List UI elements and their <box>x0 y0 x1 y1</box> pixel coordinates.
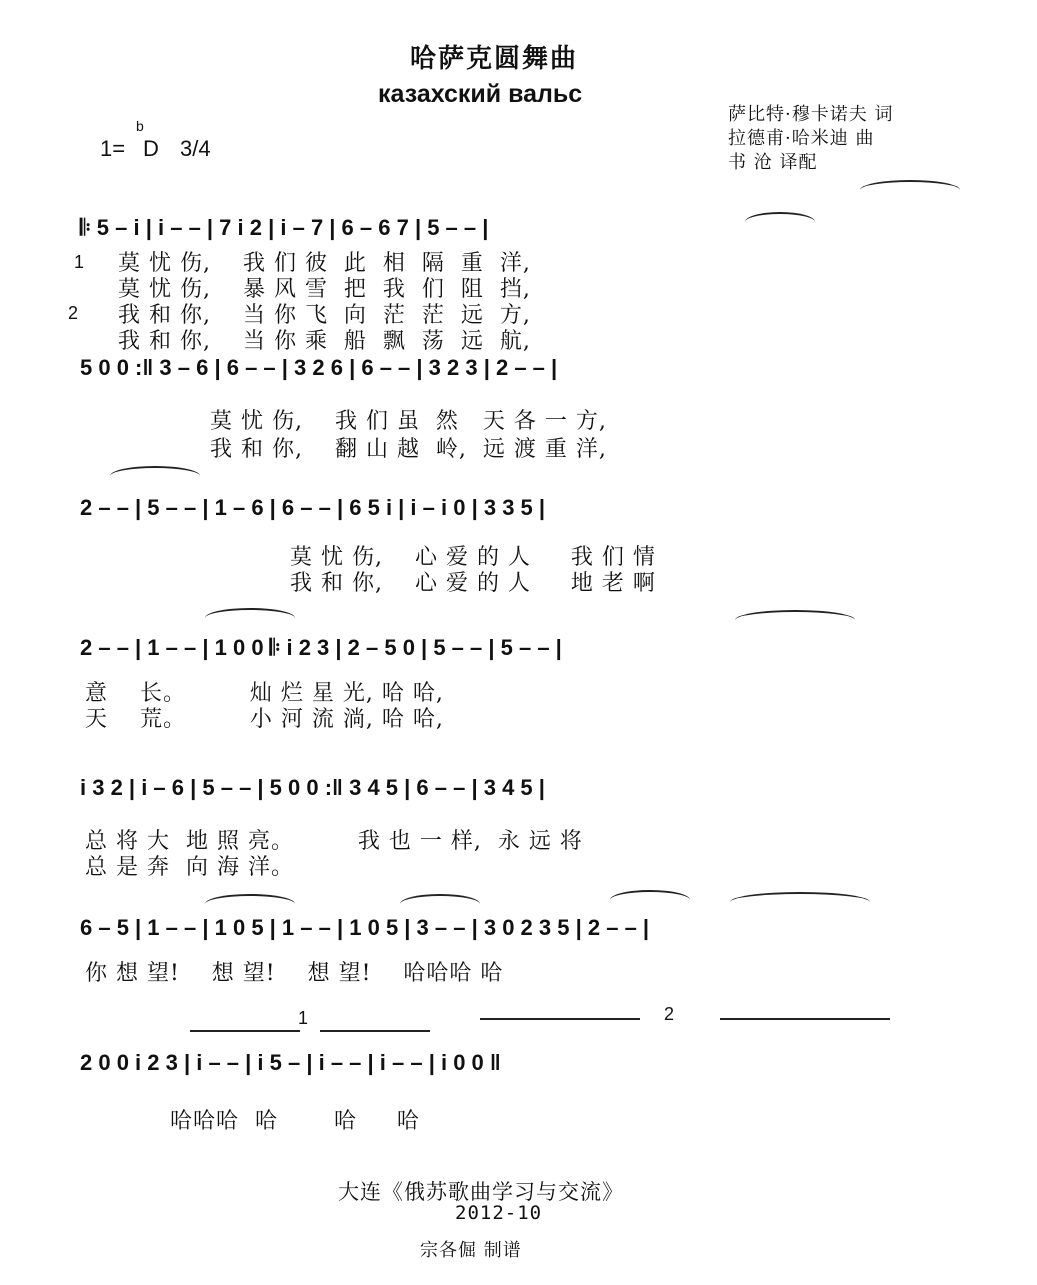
score-line-7 <box>80 1040 960 1086</box>
tie <box>110 466 200 486</box>
lyric: 我 和 你, 心 爱 的 人 地 老 啊 <box>290 571 656 596</box>
lyric: 你 想 望! 想 望! 想 望! 哈哈哈 哈 <box>85 961 504 986</box>
notes: 5 0 0 :‖ 3 – 6 | 6 – – | 3 2 6 | 6 – – | 3 2 3 | 2 – – | <box>80 355 558 380</box>
footer-source: 大连《俄苏歌曲学习与交流》 <box>338 1180 624 1204</box>
time-signature: 3/4 <box>180 136 211 161</box>
notes: 6 – 5 | 1 – – | 1 0 5 | 1 – – | 1 0 5 | 3 – – | 3 0 2 3 5 | 2 – – | <box>80 915 650 940</box>
score-line-6 <box>80 905 960 951</box>
score-line-3 <box>80 485 960 531</box>
notes: 2 – – | 5 – – | 1 – 6 | 6 – – | 6 5 i | i – i 0 | 3 3 5 | <box>80 495 546 520</box>
lyric: 总 将 大 地 照 亮。 我 也 一 样, 永 远 将 <box>85 829 583 854</box>
score-line-1 <box>80 205 960 251</box>
lyric: 我 和 你, 当 你 乘 船 飘 荡 远 航, <box>118 329 531 354</box>
footer-maker: 宗各倔 制谱 <box>420 1240 522 1261</box>
notes: 𝄆 5 – i | i – – | 7 i 2 | i – 7 | 6 – 6 7 | 5 – – | <box>80 215 489 240</box>
footer-date: 2012-10 <box>455 1202 543 1224</box>
notes: i 3 2 | i – 6 | 5 – – | 5 0 0 :‖ 3 4 5 | 6 – – | 3 4 5 | <box>80 775 545 800</box>
score-line-4 <box>80 625 960 671</box>
lyric: 总 是 奔 向 海 洋。 <box>85 855 294 880</box>
credit-composer: 拉德甫·哈米迪 曲 <box>728 128 875 149</box>
lyric: 莫 忧 伤, 我 们 彼 此 相 隔 重 洋, <box>118 251 531 276</box>
lyric: 我 和 你, 翻 山 越 岭, 远 渡 重 洋, <box>210 437 607 462</box>
credit-lyricist: 萨比特·穆卡诺夫 词 <box>728 104 894 125</box>
key-note: D <box>143 136 159 161</box>
lyric: 我 和 你, 当 你 飞 向 茫 茫 远 方, <box>118 303 531 328</box>
score-line-2 <box>80 345 960 391</box>
ending-bracket-2 <box>720 1018 890 1030</box>
tie <box>860 180 960 200</box>
ending-bracket-2 <box>480 1018 640 1030</box>
score-line-5 <box>80 765 960 811</box>
key-flat: b <box>136 118 144 134</box>
title-chinese: 哈萨克圆舞曲 <box>410 44 579 74</box>
key-prefix: 1= <box>100 136 126 161</box>
slur <box>745 212 815 232</box>
title-russian: казахский вальс <box>378 80 583 108</box>
lyric: 莫 忧 伤, 暴 风 雪 把 我 们 阻 挡, <box>118 277 531 302</box>
notes: 2 0 0 i 2 3 | i – – | i 5 – | i – – | i – – | i 0 0 ‖ <box>80 1050 501 1075</box>
ending-number: 1 <box>298 1008 309 1028</box>
lyric: 意 长。 灿 烂 星 光, 哈 哈, <box>85 681 444 706</box>
ending-number: 2 <box>664 1004 675 1024</box>
credit-translator: 书 沧 译配 <box>728 152 818 173</box>
lyric: 哈哈哈 哈 哈 哈 <box>170 1109 420 1134</box>
verse-number: 1 <box>74 252 85 272</box>
notes: 2 – – | 1 – – | 1 0 0 𝄆 i 2 3 | 2 – 5 0 | 5 – – | 5 – – | <box>80 635 562 660</box>
lyric: 天 荒。 小 河 流 淌, 哈 哈, <box>85 707 444 732</box>
verse-number: 2 <box>68 303 79 323</box>
lyric: 莫 忧 伤, 心 爱 的 人 我 们 情 <box>290 545 656 570</box>
lyric: 莫 忧 伤, 我 们 虽 然 天 各 一 方, <box>210 409 607 434</box>
